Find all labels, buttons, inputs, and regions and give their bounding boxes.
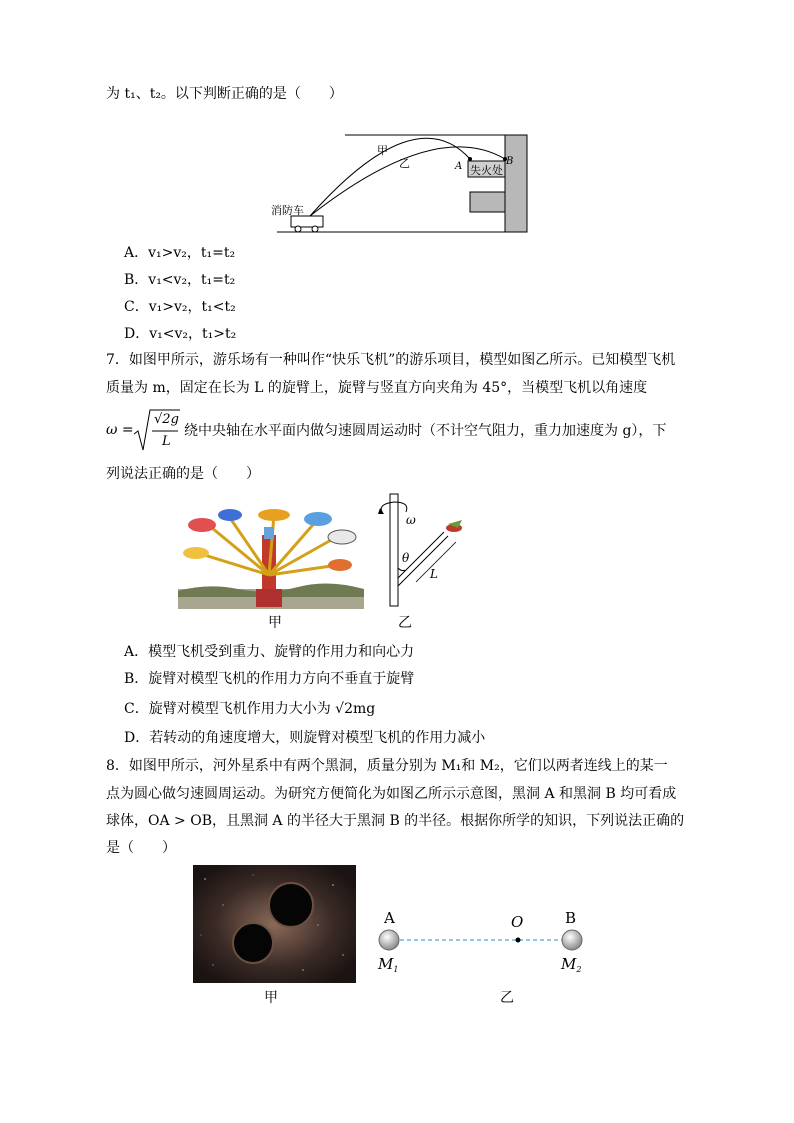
- q8-line-3: 球体，OA > OB，且黑洞 A 的半径大于黑洞 B 的半径。根据你所学的知识，下列说法正确的: [106, 813, 685, 829]
- label-B: B: [565, 909, 577, 927]
- q8-line-2: 点为圆心做匀速圆周运动。为研究方便简化为如图乙所示示意图，黑洞 A 和黑洞 B 均可看成: [106, 786, 677, 802]
- binary-black-hole-diagram: [372, 905, 592, 980]
- formula-denominator: L: [162, 434, 171, 449]
- q7-option-a: A．模型飞机受到重力、旋臂的作用力和向心力: [124, 644, 415, 660]
- q6-option-d: D．v₁<v₂，t₁>t₂: [124, 326, 237, 342]
- amusement-ride-photo: [178, 505, 364, 609]
- label-M1: $M_1$: [378, 955, 399, 974]
- q6-option-b: B．v₁<v₂，t₁=t₂: [124, 272, 236, 288]
- formula-numerator: √2g: [154, 412, 179, 427]
- q7-caption-jia: 甲: [268, 615, 282, 631]
- label-M2: $M_2$: [561, 955, 582, 974]
- q7-option-d: D．若转动的角速度增大，则旋臂对模型飞机的作用力减小: [124, 730, 486, 746]
- fig-theta-symbol: θ: [402, 551, 410, 565]
- q6-fire-truck-diagram: [265, 128, 535, 238]
- q8-caption-yi: 乙: [500, 990, 514, 1006]
- q7-rotating-arm-diagram: [372, 490, 472, 610]
- q8-line-1: 8．如图甲所示，河外星系中有两个黑洞，质量分别为 M₁和 M₂，它们以两者连线上的某一: [106, 758, 668, 774]
- q7-line-1: 7．如图甲所示，游乐场有一种叫作“快乐飞机”的游乐项目，模型如图乙所示。已知模型飞机: [106, 352, 676, 368]
- q8-caption-jia: 甲: [264, 990, 278, 1006]
- q7-line-2: 质量为 m，固定在长为 L 的旋臂上，旋臂与竖直方向夹角为 45°，当模型飞机以角速度: [106, 380, 648, 396]
- label-point-A: A: [455, 161, 463, 172]
- fig-omega-symbol: ω: [406, 513, 416, 527]
- label-point-B: B: [506, 156, 514, 167]
- label-yi: 乙: [399, 157, 410, 170]
- q6-option-c: C．v₁>v₂，t₁<t₂: [124, 299, 236, 315]
- q7-line-3: 绕中央轴在水平面内做匀速圆周运动时（不计空气阻力，重力加速度为 g），下: [184, 423, 667, 439]
- label-fire-location: 失火处: [470, 164, 503, 177]
- q7-option-b: B．旋臂对模型飞机的作用力方向不垂直于旋臂: [124, 671, 415, 687]
- q7-caption-yi: 乙: [398, 615, 412, 631]
- label-A: A: [384, 909, 395, 927]
- formula-num-text: 2g: [162, 412, 179, 427]
- black-holes-image: [193, 865, 356, 983]
- q6-option-a: A．v₁>v₂，t₁=t₂: [124, 245, 236, 261]
- q7-option-c: C．旋臂对模型飞机作用力大小为 √2mg: [124, 701, 376, 717]
- fig-L-symbol: L: [430, 567, 438, 581]
- label-O: O: [511, 913, 524, 931]
- q7-line-4: 列说法正确的是（ ）: [106, 466, 260, 482]
- omega-formula: [106, 408, 184, 454]
- label-jia: 甲: [377, 144, 388, 157]
- q8-line-4: 是（ ）: [106, 840, 176, 856]
- question-6-tail-text: 为 t₁、t₂。以下判断正确的是（ ）: [106, 86, 343, 102]
- formula-omega: ω =: [106, 422, 134, 438]
- label-fire-truck: 消防车: [271, 204, 304, 217]
